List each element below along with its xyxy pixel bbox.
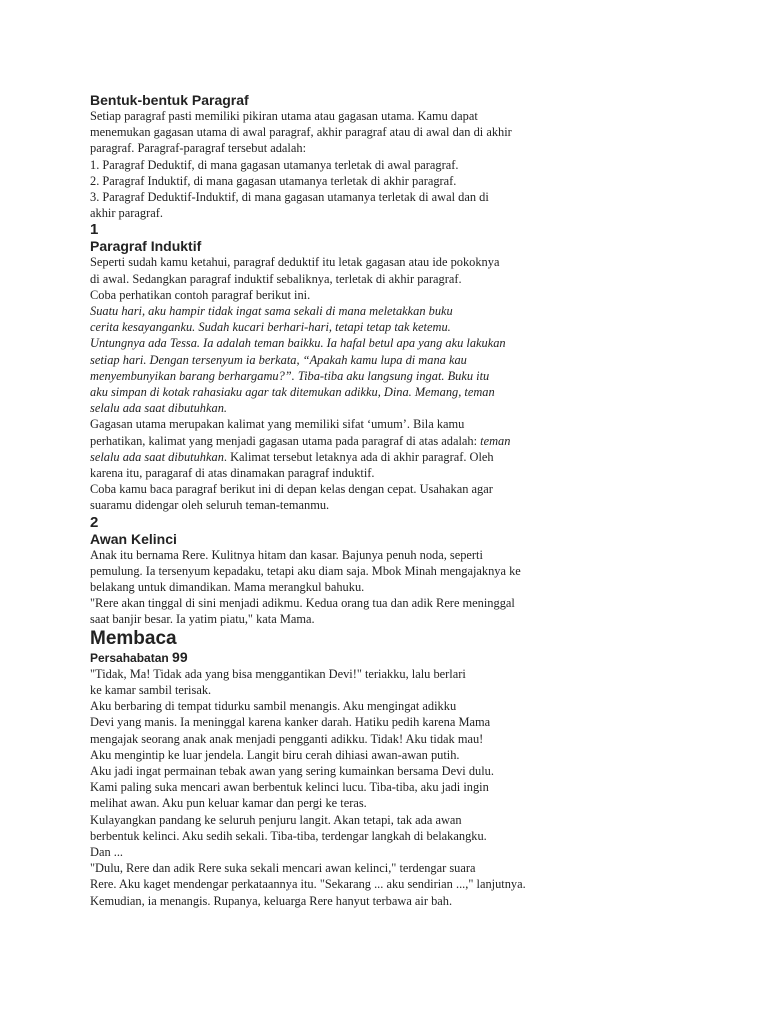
- subheading-persahabatan: [90, 649, 590, 666]
- paragraph-instruction: Coba perhatikan contoh paragraf berikut ini.: [90, 287, 311, 302]
- list-item-induktif: 2. Paragraf Induktif, di mana gagasan utamanya terletak di akhir paragraf.: [90, 173, 457, 188]
- explanation-text-a: Gagasan utama merupakan kalimat yang memiliki sifat ‘umum’. Bila kamu perhatikan, kalimat yang menjadi gagasan utama pada paragraf di atas adalah:: [90, 417, 478, 448]
- list-item-deduktif-induktif: 3. Paragraf Deduktif-Induktif, di mana gagasan utamanya terletak di awal dan di akhir paragraf.: [90, 190, 489, 221]
- reading-paragraph: "Dulu, Rere dan adik Rere suka sekali mencari awan kelinci," terdengar suara Rere. Aku kaget mendengar perkataannya itu. "Sekarang ... aku sendirian ...," lanjutnya. Kemudian, ia menangis. Rupanya, keluarga Rere hanyut terbawa air bah.: [90, 861, 526, 908]
- paragraph-intro: Setiap paragraf pasti memiliki pikiran utama atau gagasan utama. Kamu dapat menemukan gagasan utama di awal paragraf, akhir paragraf atau di awal dan di akhir paragraf. Paragraf-paragraf tersebut adalah:: [90, 109, 512, 156]
- paragraph-explanation: [90, 416, 590, 481]
- explanation-italic: teman selalu ada saat dibutuhkan: [90, 433, 511, 464]
- section-title-awan-kelinci: Awan Kelinci: [90, 530, 177, 547]
- section-number-2: 2: [90, 513, 99, 531]
- story-paragraph-1: Anak itu bernama Rere. Kulitnya hitam dan kasar. Bajunya penuh noda, seperti pemulung. Ia tersenyum kepadaku, tetapi aku diam saja. Mbok Minah mengajaknya ke belakang untuk dimandikan. Mama merangkul bahuku.: [90, 547, 521, 595]
- section-title-bentuk: Bentuk-bentuk Paragraf: [90, 92, 249, 108]
- subheading-label: Persahabatan: [90, 650, 173, 665]
- document-page: [90, 92, 590, 909]
- reading-paragraph: "Tidak, Ma! Tidak ada yang bisa menggantikan Devi!" teriakku, lalu berlari ke kamar sambil terisak.: [90, 666, 466, 697]
- paragraph-induktif-intro: Seperti sudah kamu ketahui, paragraf deduktif itu letak gagasan atau ide pokoknya di awal. Sedangkan paragraf induktif sebaliknya, terletak di akhir paragraf.: [90, 255, 500, 286]
- paragraph-read-instruction: Coba kamu baca paragraf berikut ini di depan kelas dengan cepat. Usahakan agar suaramu didengar oleh seluruh teman-temanmu.: [90, 482, 493, 513]
- story-paragraph-2: "Rere akan tinggal di sini menjadi adikmu. Kedua orang tua dan adik Rere meninggal saat banjir besar. Ia yatim piatu," kata Mama.: [90, 596, 515, 627]
- explanation-text-b: . Kalimat tersebut letaknya ada di akhir paragraf. Oleh karena itu, paragaraf di atas dinamakan paragraf induktif.: [90, 449, 494, 481]
- section-title-membaca: Membaca: [90, 627, 177, 649]
- section-number-1: 1: [90, 221, 99, 239]
- reading-paragraph: Aku mengintip ke luar jendela. Langit biru cerah dihiasi awan-awan putih.: [90, 747, 460, 762]
- reading-paragraph: Kulayangkan pandang ke seluruh penjuru langit. Akan tetapi, tak ada awan berbentuk kelinci. Aku sedih sekali. Tiba-tiba, terdengar langkah di belakangku. Dan ...: [90, 812, 487, 859]
- list-item-deduktif: 1. Paragraf Deduktif, di mana gagasan utamanya terletak di awal paragraf.: [90, 157, 459, 172]
- section-title-induktif: Paragraf Induktif: [90, 238, 202, 255]
- example-paragraph: Suatu hari, aku hampir tidak ingat sama sekali di mana meletakkan buku cerita kesayanganku. Sudah kucari berhari-hari, tetapi tetap tak ketemu. Untungnya ada Tessa. Ia adalah teman baikku. Ia hafal betul apa yang aku lakukan setiap hari. Dengan tersenyum ia berkata, “Apakah kamu lupa di mana kau menyembunyikan barang berhargamu?”. Tiba-tiba aku langsung ingat. Buku itu aku simpan di kotak rahasiaku agar tak ditemukan adikku, Dina. Memang, teman selalu ada saat dibutuhkan.: [90, 304, 506, 416]
- reading-paragraph: Aku jadi ingat permainan tebak awan yang sering kumainkan bersama Devi dulu. Kami paling suka mencari awan berbentuk kelinci lucu. Tiba-tiba, aku jadi ingin melihat awan. Aku pun keluar kamar dan pergi ke teras.: [90, 763, 494, 811]
- reading-paragraph: Aku berbaring di tempat tidurku sambil menangis. Aku mengingat adikku Devi yang manis. Ia meninggal karena kanker darah. Hatiku pedih karena Mama mengajak seorang anak anak menjadi pengganti adikku. Tidak! Aku tidak mau!: [90, 699, 491, 746]
- page-number: 99: [172, 648, 188, 665]
